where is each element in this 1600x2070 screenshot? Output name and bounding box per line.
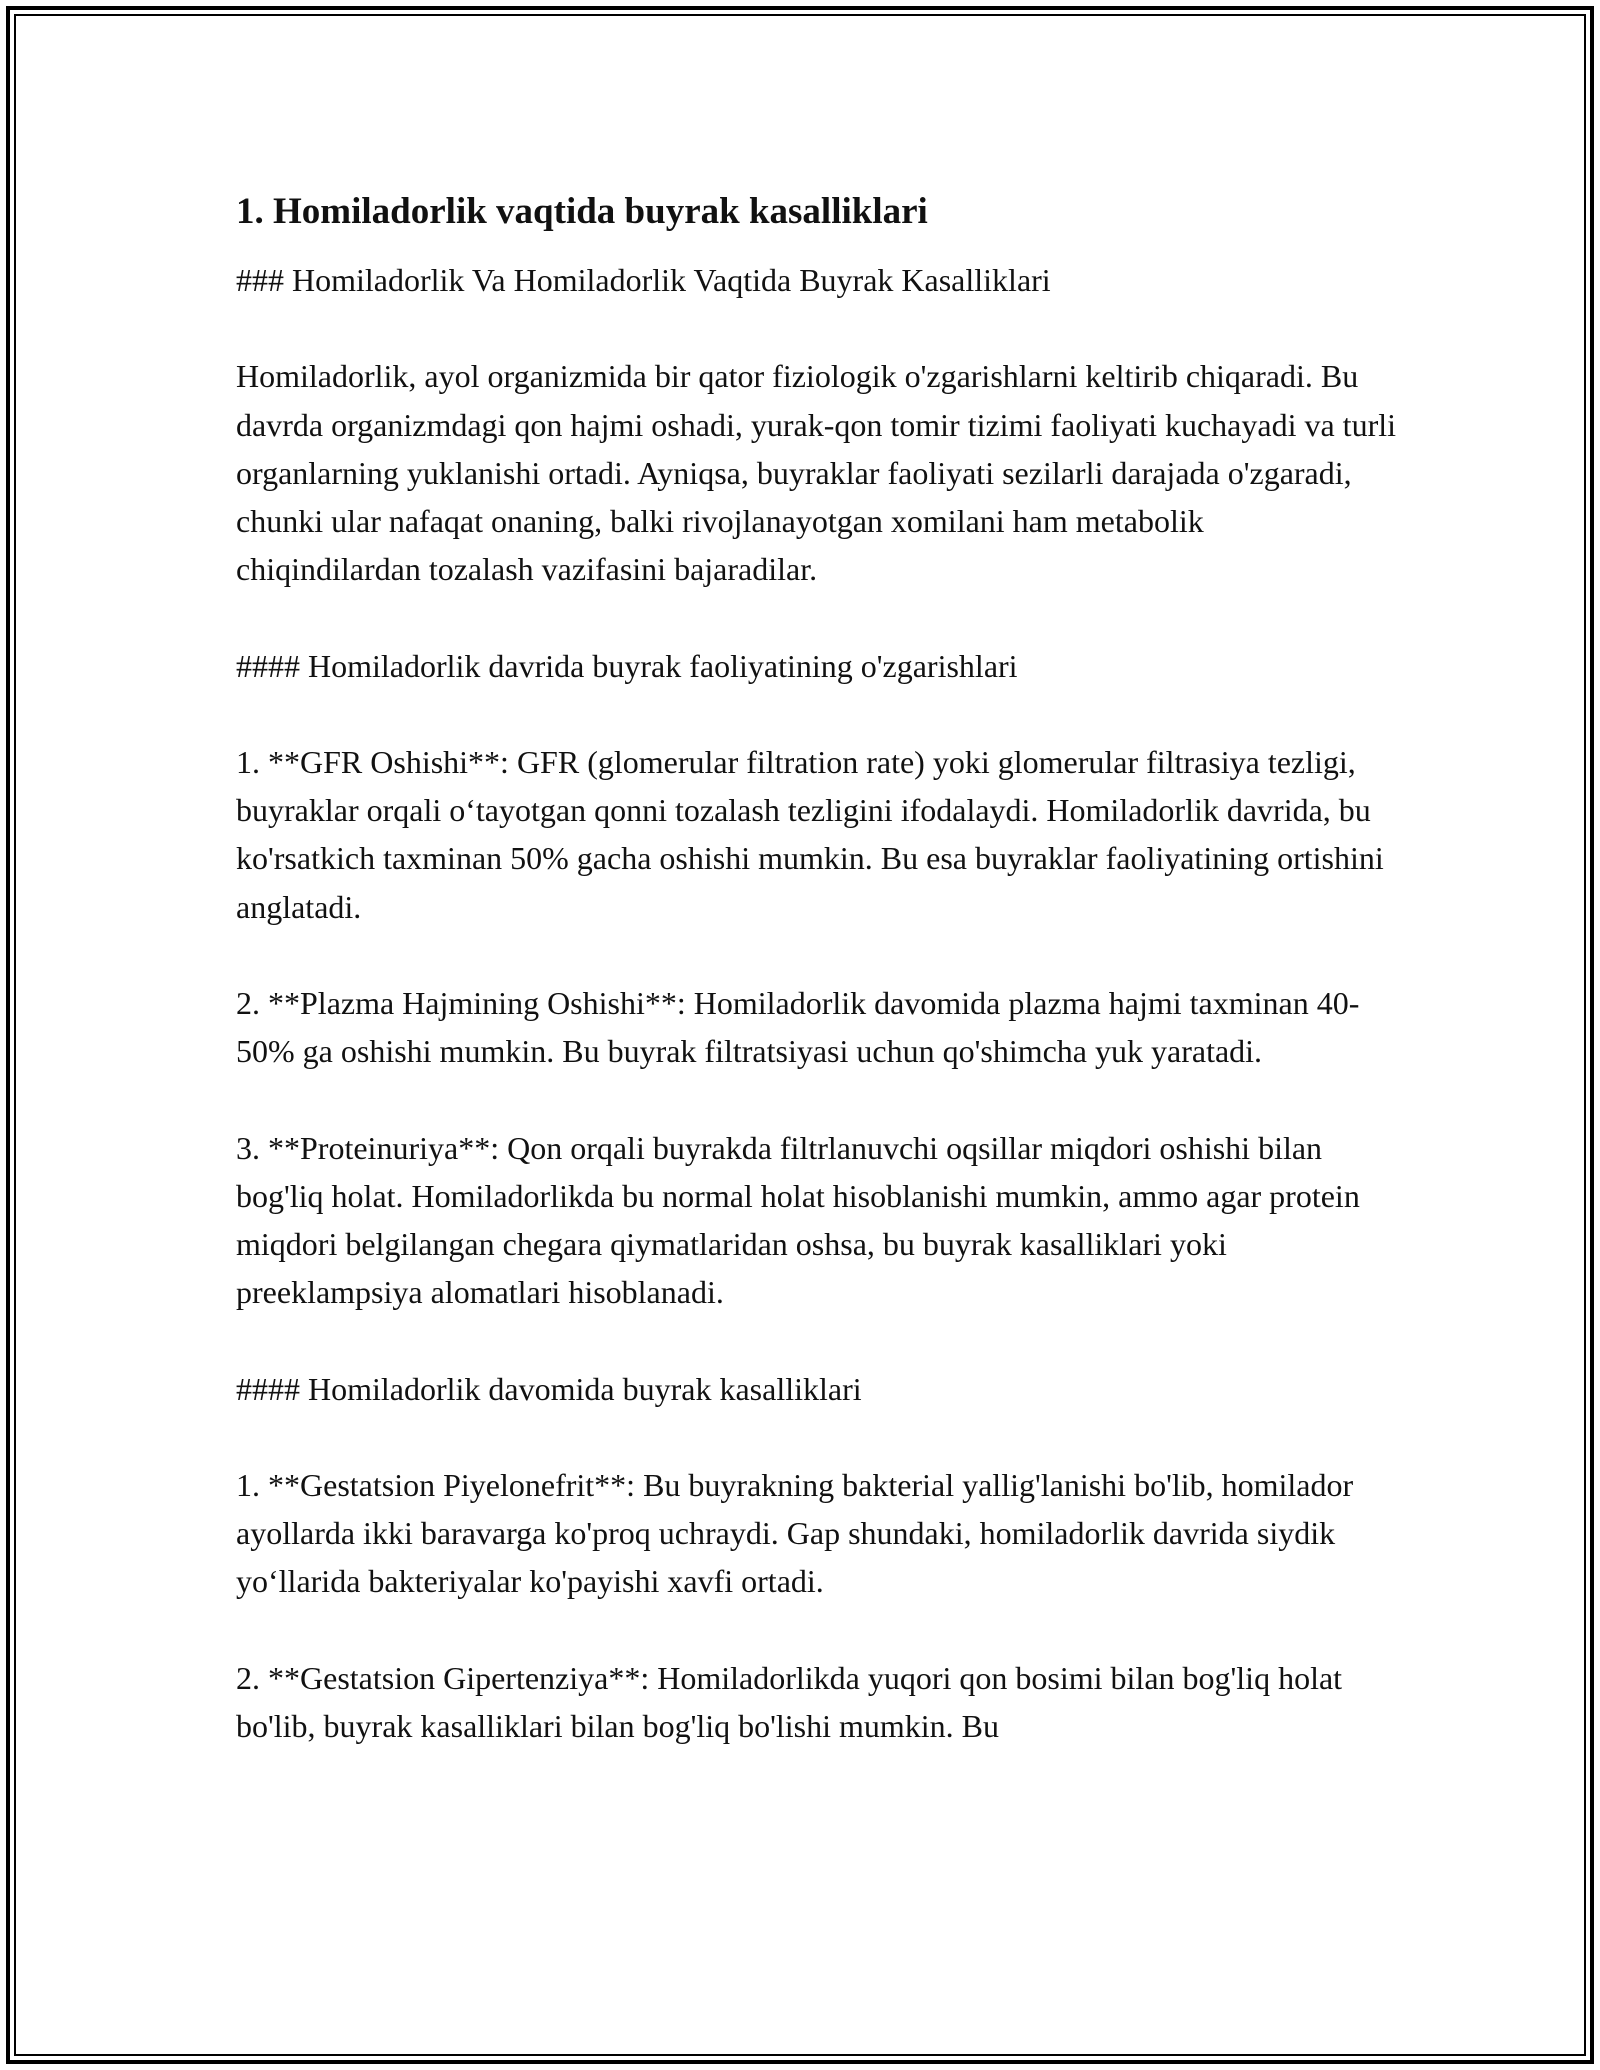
document-subtitle: ### Homiladorlik Va Homiladorlik Vaqtida Buyrak Kasalliklari xyxy=(236,262,1051,298)
section-heading-kidney-changes: #### Homiladorlik davrida buyrak faoliyatining o'zgarishlari xyxy=(236,647,1018,684)
section-heading-kidney-diseases: #### Homiladorlik davomida buyrak kasalliklari xyxy=(236,1370,862,1407)
list-item-proteinuria: 3. **Proteinuriya**: Qon orqali buyrakda filtrlanuvchi oqsillar miqdori oshishi bilan bog'liq holat. Homiladorlikda bu normal holat hisoblanishi mumkin, ammo agar protein miqdori belgilangan chegara qiymatlaridan oshsa, bu buyrak kasalliklari yoki preeklampsiya alomatlari hisoblanadi. xyxy=(236,1129,1360,1311)
document-body xyxy=(236,186,1396,1750)
list-item-hypertension: 2. **Gestatsion Gipertenziya**: Homiladorlikda yuqori qon bosimi bilan bog'liq holat bo'lib, buyrak kasalliklari bilan bog'liq bo'lishi mumkin. Bu xyxy=(236,1659,1343,1744)
list-item-plasma-volume: 2. **Plazma Hajmining Oshishi**: Homiladorlik davomida plazma hajmi taxminan 40-50% ga oshishi mumkin. Bu buyrak filtratsiyasi uchun qo'shimcha yuk yaratadi. xyxy=(236,984,1360,1070)
list-item-gfr: 1. **GFR Oshishi**: GFR (glomerular filtration rate) yoki glomerular filtrasiya tezligi, buyraklar orqali o‘tayotgan qonni tozalash tezligini ifodalaydi. Homiladorlik davrida, bu ko'rsatkich taxminan 50% gacha oshishi mumkin. Bu esa buyraklar faoliyatining ortishini anglatadi. xyxy=(236,743,1384,925)
list-item-pyelonephritis: 1. **Gestatsion Piyelonefrit**: Bu buyrakning bakterial yallig'lanishi bo'lib, homilador ayollarda ikki baravarga ko'proq uchraydi. Gap shundaki, homiladorlik davrida siydik yo‘llarida bakteriyalar ko'payishi xavfi ortadi. xyxy=(236,1466,1354,1600)
intro-paragraph: Homiladorlik, ayol organizmida bir qator fiziologik o'zgarishlarni keltirib chiqaradi. Bu davrda organizmdagi qon hajmi oshadi, yurak-qon tomir tizimi faoliyati kuchayadi va turli organlarning yuklanishi ortadi. Ayniqsa, buyraklar faoliyati sezilarli darajada o'zgaradi, chunki ular nafaqat onaning, balki rivojlanayotgan xomilani ham metabolik chiqindilardan tozalash vazifasini bajaradilar. xyxy=(236,358,1396,588)
document-title: 1. Homiladorlik vaqtida buyrak kasalliklari xyxy=(236,191,928,232)
